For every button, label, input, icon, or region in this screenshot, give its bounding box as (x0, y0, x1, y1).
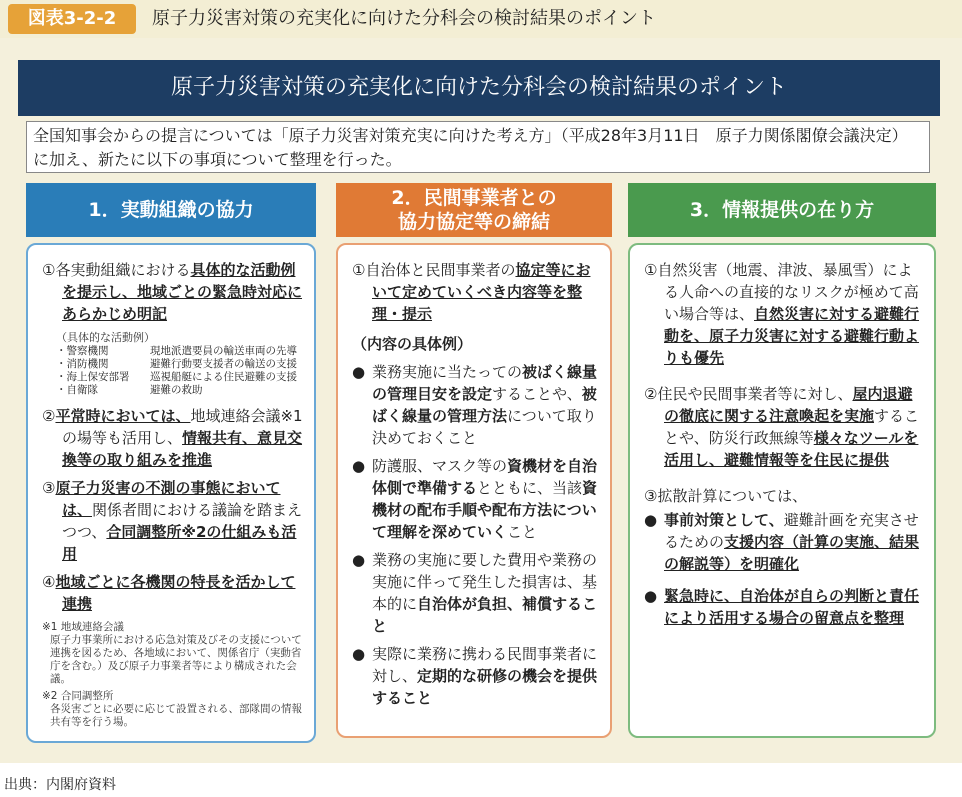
col1-item-3: ③原子力災害の不測の事態においては、関係者間における議論を踏まえつつ、合同調整所※2の仕組みも活用 (42, 479, 303, 563)
col1-note-1: 原子力事業所における応急対策及びその支援について連携を図るため、各地域において、関係省庁（実動省庁を含む。）及び原子力事業者等により構成された会議。 (50, 634, 302, 685)
col2-bullet-4: ● 実際に業務に携わる民間事業者に対し、定期的な研修の機会を提供すること (352, 645, 598, 707)
col1-example-list: ・警察機関 現地派遣要員の輸送車両の先導 ・消防機関 避難行動要支援者の輸送の支援 ・海上保安部署 巡視船艇による住民避難の支援 ・自衛隊 避難の救助 (56, 345, 297, 396)
bullet-icon: ● (352, 645, 366, 663)
col1-note-1-title: ※1 地域連絡会議 (42, 621, 124, 633)
intro-text: 全国知事会からの提言については「原子力災害対策充実に向けた考え方」（平成28年3月11日 原子力関係閣僚会議決定）に加え、新たに以下の事項について整理を行った。 (26, 121, 930, 173)
column-2-header (336, 183, 612, 237)
bullet-icon: ● (644, 587, 658, 605)
bullet-icon: ● (644, 511, 658, 529)
col3-item-2: ②住民や民間事業者等に対し、屋内退避の徹底に関する注意喚起を実施することや、防災行政無線等様々なツールを活用し、避難情報等を住民に提供 (644, 385, 920, 469)
column-1-header (26, 183, 316, 237)
col1-note-2-title: ※2 合同調整所 (42, 690, 114, 702)
col3-bullet-1: ● 事前対策として、避難計画を充実させるための支援内容（計算の実施、結果の解説等）を明確化 (644, 511, 920, 573)
bullet-icon: ● (352, 551, 366, 569)
source-note: 出典：内閣府資料 (4, 777, 116, 793)
column-3-box (628, 243, 936, 738)
column-1-box (26, 243, 316, 743)
col2-bullet-1: ● 業務実施に当たっての被ばく線量の管理目安を設定することや、被ばく線量の管理方法について取り決めておくこと (352, 363, 598, 447)
col2-bullet-3: ● 業務の実施に要した費用や業務の実施に伴って発生した損害は、基本的に自治体が負担、補償すること (352, 551, 598, 635)
col1-note-2: 各災害ごとに必要に応じて設置される、部隊間の情報共有等を行う場。 (50, 703, 302, 728)
figure-title-bar (0, 0, 962, 38)
figure-title: 原子力災害対策の充実化に向けた分科会の検討結果のポイント (152, 8, 656, 29)
col1-item-1: ①各実動組織における具体的な活動例を提示し、地域ごとの緊急時対応にあらかじめ明記 (42, 261, 303, 323)
column-3-title: 3．情報提供の在り方 (689, 199, 875, 221)
column-2-box (336, 243, 612, 738)
figure-label: 図表3-2-2 (8, 4, 136, 34)
column-2-title-line-2: 協力協定等の締結 (397, 211, 550, 233)
column-2-title-line-1: 2．民間事業者との (391, 187, 557, 209)
column-3-header (628, 183, 936, 237)
col2-subheading: （内容の具体例） (352, 335, 473, 353)
bullet-icon: ● (352, 457, 366, 475)
bullet-icon: ● (352, 363, 366, 381)
col1-example-title: （具体的な活動例） (56, 331, 155, 344)
col2-item-1: ①自治体と民間事業者の協定等において定めていくべき内容等を整理・提示 (352, 261, 591, 323)
col3-item-1: ①自然災害（地震、津波、暴風雪）による人命への直接的なリスクが極めて高い場合等は、自然災害に対する避難行動を、原子力災害に対する避難行動よりも優先 (644, 261, 920, 367)
main-header: 原子力災害対策の充実化に向けた分科会の検討結果のポイント (18, 60, 940, 116)
col3-bullet-2: ● 緊急時に、自治体が自らの判断と責任により活用する場合の留意点を整理 (644, 587, 920, 627)
col1-item-2: ②平常時においては、地域連絡会議※1の場等も活用し、情報共有、意見交換等の取り組みを推進 (42, 407, 303, 469)
col1-item-4: ④地域ごとに各機関の特長を活かして連携 (42, 573, 296, 613)
column-1-title: 1．実動組織の協力 (88, 199, 254, 221)
col3-item-3: ③拡散計算については、 (644, 487, 808, 505)
col2-bullet-2: ● 防護服、マスク等の資機材を自治体側で準備するとともに、当該資機材の配布手順や配布方法について理解を深めていくこと (352, 457, 598, 541)
